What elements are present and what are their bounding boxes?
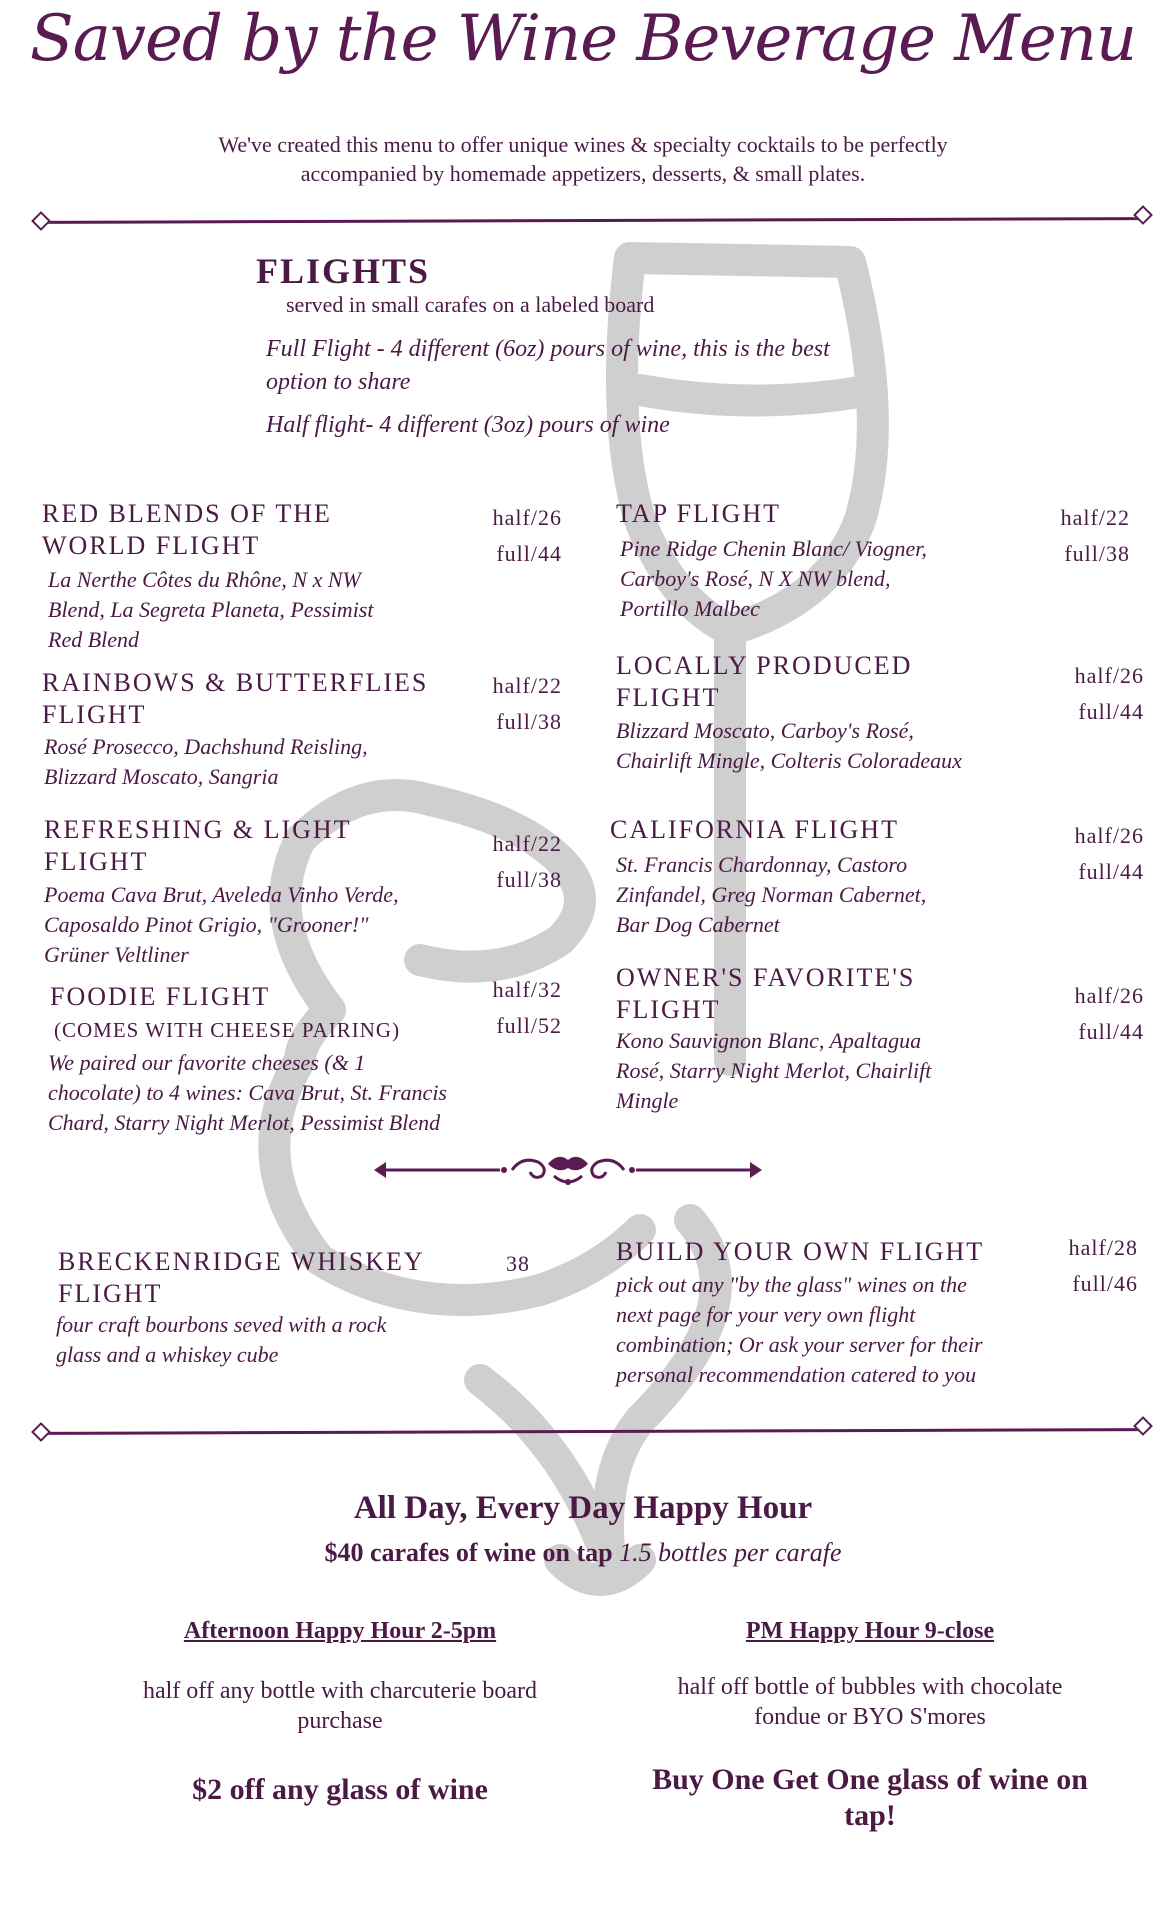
desc-line: St. Francis Chardonnay, Castoro: [616, 852, 908, 877]
flight-prices-owner: [1060, 978, 1144, 1050]
desc-line: Kono Sauvignon Blanc, Apaltagua: [616, 1028, 922, 1053]
desc-line: La Nerthe Côtes du Rhône, N x NW: [48, 567, 361, 592]
flight-name-line: FLIGHT: [616, 683, 721, 712]
full-price: full/38: [496, 867, 562, 892]
flights-subheading: served in small carafes on a labeled board: [286, 292, 655, 317]
flight-name-line: WORLD FLIGHT: [42, 531, 261, 560]
flight-price-whiskey: 38: [506, 1251, 530, 1276]
foodie-cheese-pairing: (COMES WITH CHEESE PAIRING): [54, 1018, 401, 1042]
flight-prices-refreshing: [478, 826, 562, 898]
desc-line: next page for your very own flight: [616, 1302, 916, 1327]
flight-prices-tap: [1046, 500, 1130, 572]
flight-name-line: OWNER'S FAVORITE'S: [616, 963, 916, 992]
desc-line: Blend, La Segreta Planeta, Pessimist: [48, 597, 374, 622]
desc-line: Zinfandel, Greg Norman Cabernet,: [616, 882, 927, 907]
bottom-divider: [40, 1428, 1142, 1435]
full-price: full/44: [1078, 699, 1144, 724]
text-line: half off bottle of bubbles with chocolate: [677, 1674, 1063, 1700]
pm-happy-hour-text: [600, 1672, 1140, 1732]
flight-name-owner: [616, 962, 915, 1026]
top-divider: [40, 217, 1142, 224]
desc-line: personal recommendation catered to you: [616, 1362, 977, 1387]
flight-name-local: [616, 650, 912, 714]
desc-line: Pine Ridge Chenin Blanc/ Viogner,: [620, 536, 927, 561]
desc-line: four craft bourbons seved with a rock: [56, 1312, 387, 1337]
desc-line: Blizzard Moscato, Sangria: [44, 764, 279, 789]
desc-line: Caposaldo Pinot Grigio, "Grooner!": [44, 912, 369, 937]
flight-prices-california: [1060, 818, 1144, 890]
half-price: half/22: [1060, 505, 1130, 530]
desc-line: Carboy's Rosé, N X NW blend,: [620, 566, 891, 591]
flight-desc-refreshing: [44, 880, 399, 970]
flight-name-line: RAINBOWS & BUTTERFLIES: [42, 668, 429, 697]
desc-line: chocolate) to 4 wines: Cava Brut, St. Francis: [48, 1080, 447, 1105]
deal-line: Buy One Get One glass of wine on: [652, 1763, 1088, 1796]
flight-name-whiskey: [58, 1246, 425, 1310]
desc-line: Red Blend: [48, 627, 140, 652]
half-price: half/26: [1074, 983, 1144, 1008]
text-line: purchase: [297, 1708, 383, 1734]
divider-diamond-right: [1133, 1416, 1153, 1436]
pm-happy-hour-heading: PM Happy Hour 9-close: [745, 1618, 995, 1644]
flights-heading: FLIGHTS: [256, 251, 431, 291]
ornamental-divider: [372, 1148, 764, 1192]
flight-name-line: REFRESHING & LIGHT: [44, 815, 352, 844]
full-price: full/52: [496, 1013, 562, 1038]
desc-line: Chairlift Mingle, Colteris Coloradeaux: [616, 748, 962, 773]
flight-desc-california: [616, 850, 926, 940]
flight-name-line: FLIGHT: [44, 847, 149, 876]
text-line: fondue or BYO S'mores: [754, 1704, 986, 1730]
flight-prices-foodie: [478, 972, 562, 1044]
desc-line: Poema Cava Brut, Aveleda Vinho Verde,: [44, 882, 399, 907]
afternoon-happy-hour-heading: Afternoon Happy Hour 2-5pm: [183, 1618, 497, 1644]
flight-prices-byo: [1054, 1230, 1138, 1302]
divider-diamond-left: [31, 1422, 51, 1442]
flight-name-line: LOCALLY PRODUCED: [616, 651, 913, 680]
full-price: full/38: [496, 709, 562, 734]
desc-line: glass and a whiskey cube: [56, 1342, 279, 1367]
happy-hour-title: All Day, Every Day Happy Hour: [353, 1490, 813, 1526]
desc-line: combination; Or ask your server for their: [616, 1332, 983, 1357]
full-price: full/46: [1072, 1271, 1138, 1296]
full-price: full/38: [1064, 541, 1130, 566]
flight-name-foodie: FOODIE FLIGHT: [50, 982, 271, 1011]
flight-name-line: FLIGHT: [58, 1279, 163, 1308]
half-price: half/26: [1074, 823, 1144, 848]
divider-diamond-left: [31, 211, 51, 231]
desc-line: Rosé Prosecco, Dachshund Reisling,: [44, 734, 368, 759]
desc-line: Rosé, Starry Night Merlot, Chairlift: [616, 1058, 932, 1083]
carafe-offer: [0, 1538, 1166, 1568]
intro-line-2: accompanied by homemade appetizers, desserts, & small plates.: [300, 161, 866, 186]
flight-prices-red-blends: [478, 500, 562, 572]
flight-desc-foodie: [48, 1048, 447, 1138]
flight-name-line: FLIGHT: [616, 995, 721, 1024]
flight-desc-tap: [620, 534, 927, 624]
full-flight-line-2: option to share: [266, 369, 411, 395]
half-price: half/26: [1074, 663, 1144, 688]
text-line: half off any bottle with charcuterie board: [142, 1678, 538, 1704]
flight-desc-rainbows: [44, 732, 368, 792]
desc-line: Portillo Malbec: [620, 596, 760, 621]
flight-desc-local: [616, 716, 962, 776]
flight-name-line: FLIGHT: [42, 700, 147, 729]
half-price: half/32: [492, 977, 562, 1002]
flight-name-line: RED BLENDS OF THE: [42, 499, 332, 528]
deal-line: tap!: [844, 1799, 896, 1832]
desc-line: Mingle: [616, 1088, 679, 1113]
flight-prices-rainbows: [478, 668, 562, 740]
flight-desc-whiskey: [56, 1310, 386, 1370]
intro-line-1: We've created this menu to offer unique wines & specialty cocktails to be perfectly: [218, 132, 948, 157]
full-price: full/44: [1078, 859, 1144, 884]
menu-title: Saved by the Wine Beverage Menu: [29, 2, 1137, 76]
half-price: half/22: [492, 673, 562, 698]
carafe-offer-bold: $40 carafes of wine on tap: [324, 1538, 613, 1567]
flight-prices-local: [1060, 658, 1144, 730]
flight-name-tap: TAP FLIGHT: [616, 499, 782, 528]
desc-line: Bar Dog Cabernet: [616, 912, 780, 937]
flight-name-byo: BUILD YOUR OWN FLIGHT: [616, 1237, 985, 1266]
desc-line: We paired our favorite cheeses (& 1: [48, 1050, 366, 1075]
full-price: full/44: [1078, 1019, 1144, 1044]
half-price: half/26: [492, 505, 562, 530]
flight-name-refreshing: [44, 814, 352, 878]
flight-name-red-blends: [42, 498, 332, 562]
pm-happy-hour-deal: [600, 1762, 1140, 1834]
flight-desc-byo: [616, 1270, 983, 1390]
menu-intro: [120, 130, 1046, 188]
desc-line: Blizzard Moscato, Carboy's Rosé,: [616, 718, 914, 743]
desc-line: Chard, Starry Night Merlot, Pessimist Blend: [48, 1110, 441, 1135]
half-price: half/28: [1068, 1235, 1138, 1260]
full-flight-line-1: Full Flight - 4 different (6oz) pours of wine, this is the best: [266, 336, 830, 362]
flight-name-rainbows: [42, 667, 428, 731]
carafe-offer-italic: 1.5 bottles per carafe: [619, 1538, 842, 1567]
flight-name-california: CALIFORNIA FLIGHT: [610, 815, 899, 844]
flight-name-line: BRECKENRIDGE WHISKEY: [58, 1247, 425, 1276]
afternoon-happy-hour-deal: $2 off any glass of wine: [192, 1773, 488, 1806]
desc-line: pick out any "by the glass" wines on the: [616, 1272, 967, 1297]
full-flight-description: [266, 333, 956, 399]
half-flight-description: Half flight- 4 different (3oz) pours of wine: [266, 412, 670, 438]
flight-desc-owner: [616, 1026, 931, 1116]
desc-line: Grüner Veltliner: [44, 942, 189, 967]
divider-diamond-right: [1133, 205, 1153, 225]
afternoon-happy-hour-text: [80, 1676, 600, 1736]
half-price: half/22: [492, 831, 562, 856]
full-price: full/44: [496, 541, 562, 566]
flight-desc-red-blends: [48, 565, 373, 655]
